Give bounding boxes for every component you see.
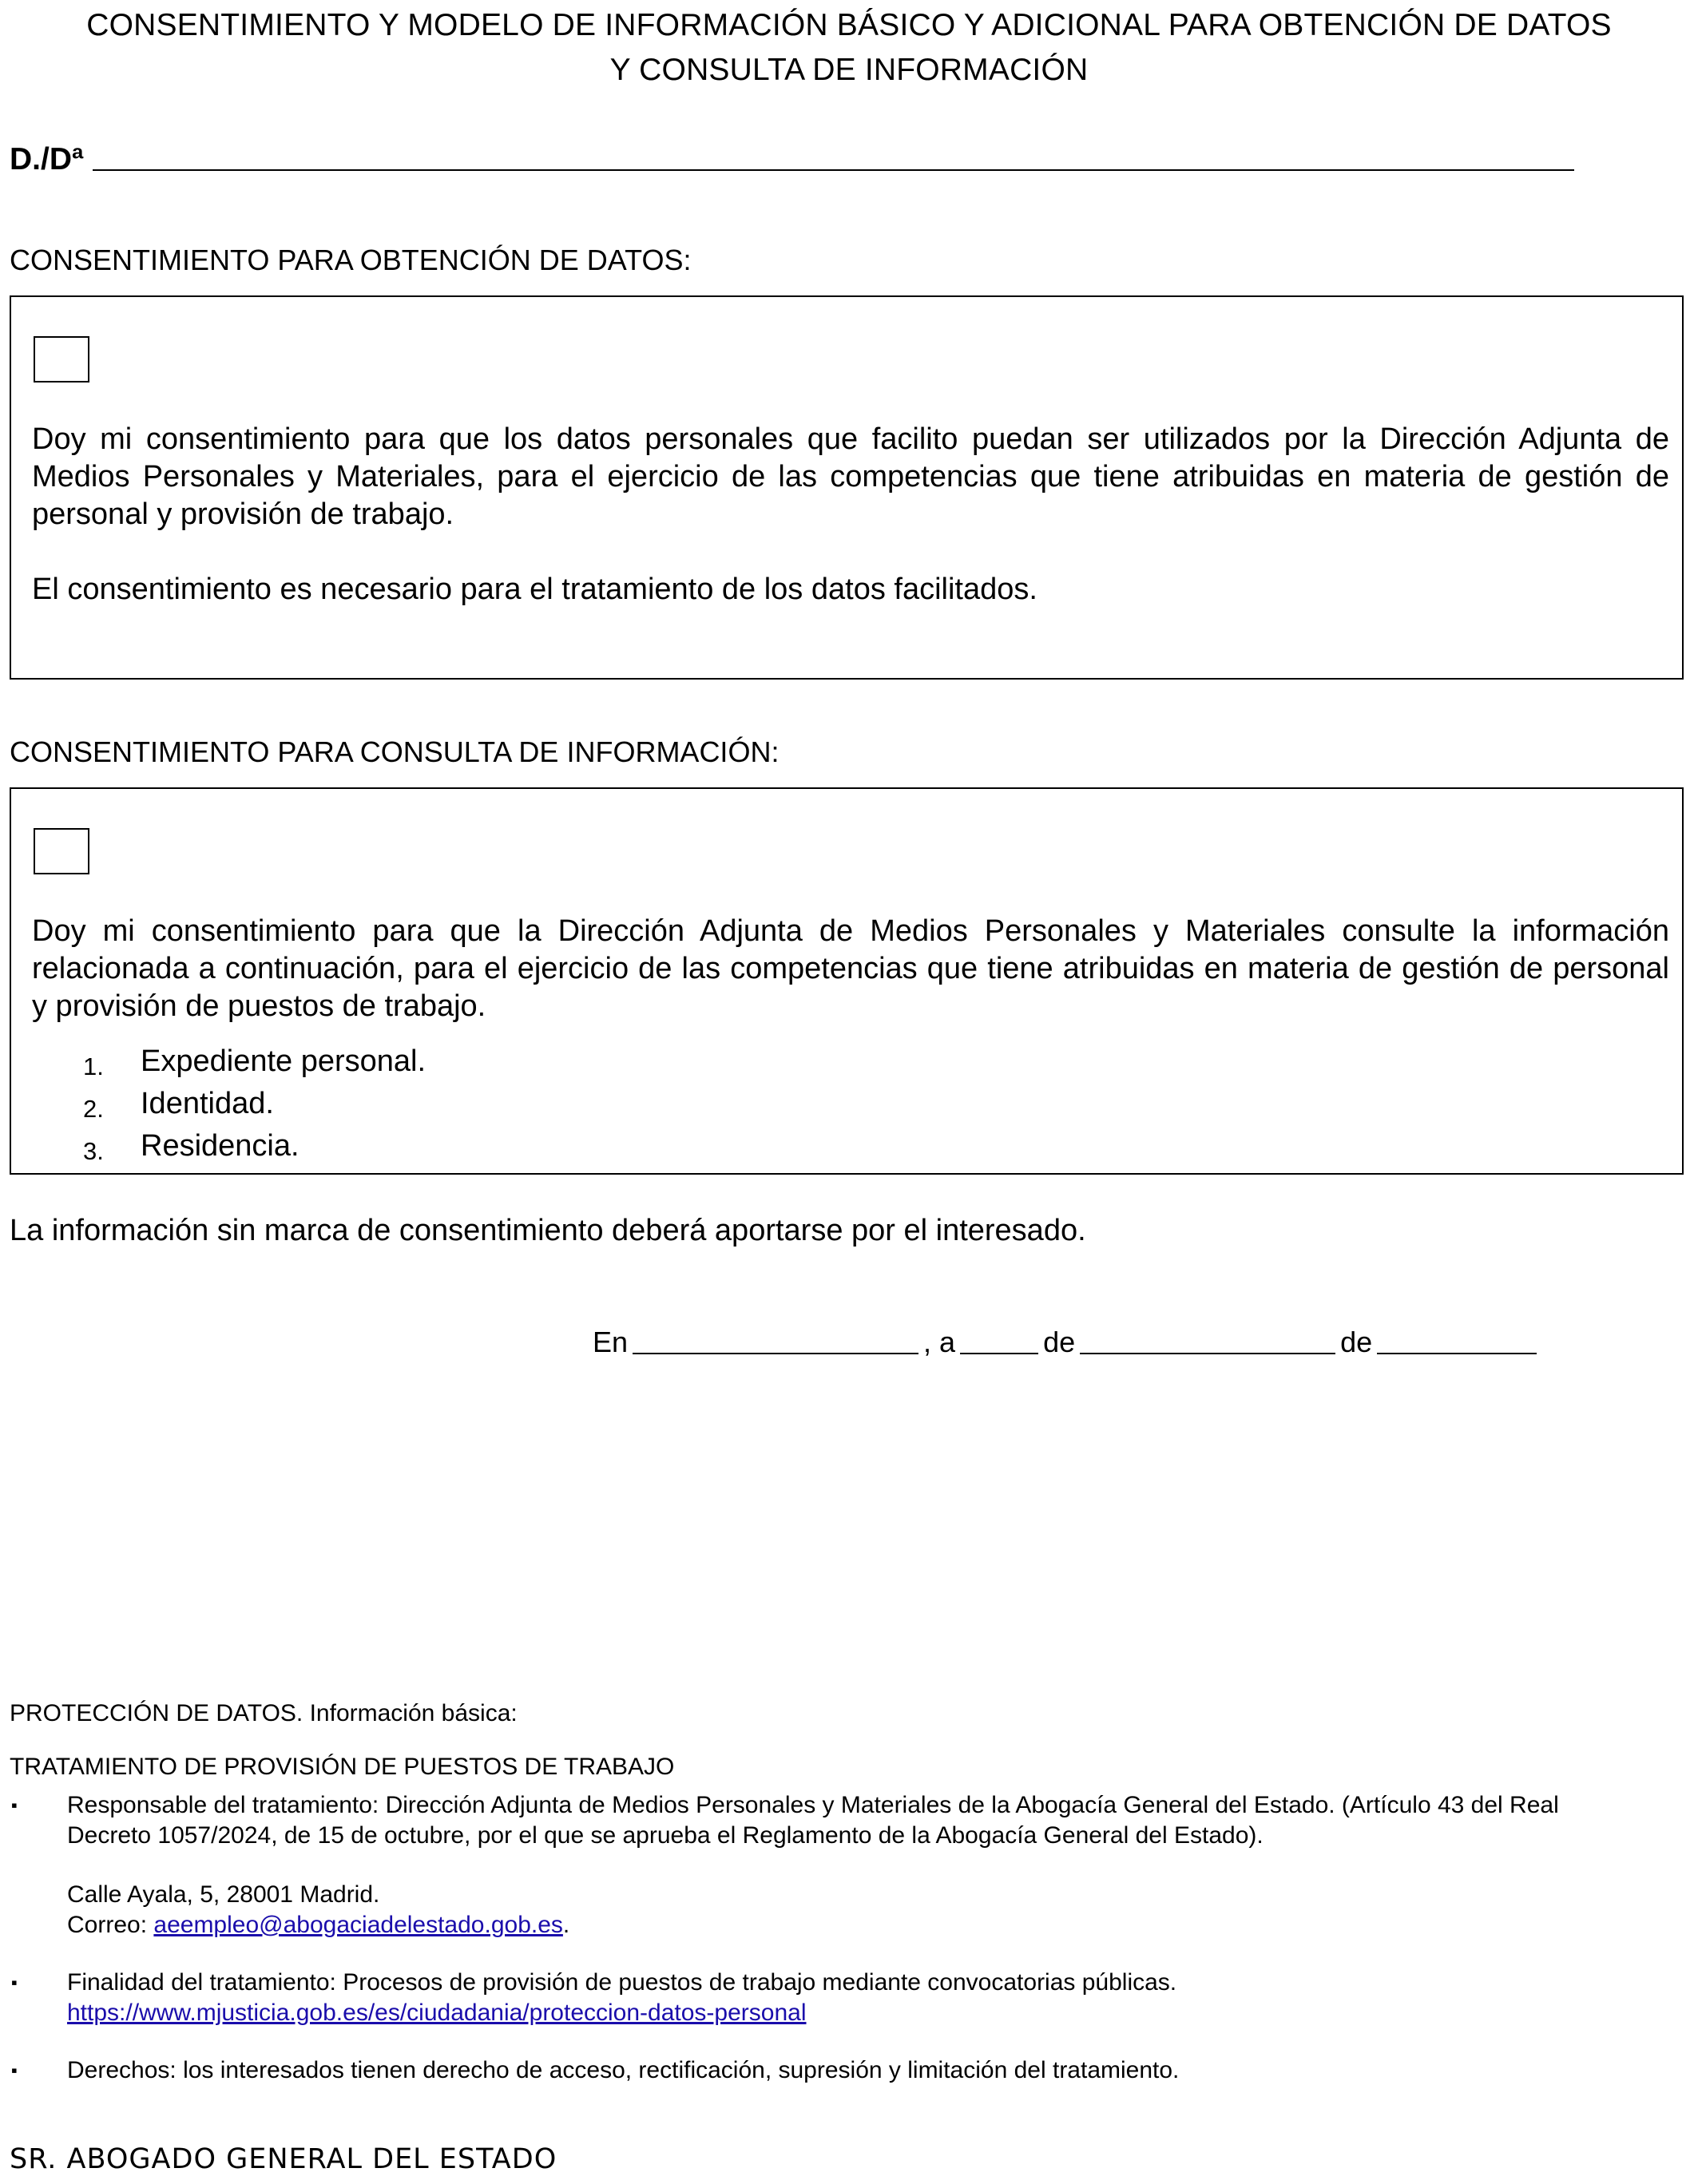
bullet-icon: ▪ <box>11 1972 18 1992</box>
section2-list <box>83 1043 426 1170</box>
section1-paragraph2: El consentimiento es necesario para el tratamiento de los datos facilitados. <box>32 573 1037 606</box>
recipient: SR. ABOGADO GENERAL DEL ESTADO <box>10 2143 557 2175</box>
consent-data-checkbox[interactable] <box>34 336 89 382</box>
list-item-text: Identidad. <box>141 1087 274 1120</box>
protection-email-link[interactable]: aeempleo@abogaciadelestado.gob.es <box>153 1912 563 1938</box>
date-de1-label: de <box>1043 1326 1076 1358</box>
list-item-number: 1. <box>83 1052 104 1080</box>
list-item-text: Residencia. <box>141 1129 300 1163</box>
place-blank[interactable] <box>633 1353 918 1354</box>
protection-finalidad-text: Finalidad del tratamiento: Procesos de provisión de puestos de trabajo mediante convocatorias públicas. <box>67 1969 1177 1996</box>
consent-query-checkbox[interactable] <box>34 828 89 874</box>
protection-url-link[interactable]: https://www.mjusticia.gob.es/es/ciudadania/proteccion-datos-personal <box>67 2000 807 2026</box>
name-blank-line[interactable] <box>93 169 1574 171</box>
section2-heading: CONSENTIMIENTO PARA CONSULTA DE INFORMACIÓN: <box>10 735 780 768</box>
protection-derechos-text: Derechos: los interesados tienen derecho de acceso, rectificación, supresión y limitación del tratamiento. <box>67 2057 1180 2083</box>
list-item <box>83 1043 426 1085</box>
page-title-line-2: Y CONSULTA DE INFORMACIÓN <box>609 53 1089 87</box>
bullet-icon: ▪ <box>11 1795 18 1815</box>
page-title <box>0 3 1698 93</box>
list-item-number: 3. <box>83 1137 104 1165</box>
bullet-icon: ▪ <box>11 2060 18 2080</box>
consent-note: La información sin marca de consentimiento deberá aportarse por el interesado. <box>10 1214 1086 1247</box>
list-item-text: Expediente personal. <box>141 1044 426 1078</box>
protection-address: Calle Ayala, 5, 28001 Madrid. <box>67 1881 380 1908</box>
list-item-number: 2. <box>83 1095 104 1123</box>
day-blank[interactable] <box>960 1353 1038 1354</box>
section1-box <box>10 295 1684 680</box>
year-blank[interactable] <box>1377 1353 1537 1354</box>
protection-subheading: TRATAMIENTO DE PROVISIÓN DE PUESTOS DE TRABAJO <box>10 1754 675 1780</box>
date-a-label: , a <box>923 1326 956 1358</box>
date-de2-label: de <box>1340 1326 1373 1358</box>
date-en-label: En <box>593 1326 629 1358</box>
protection-email-row: Correo: aeempleo@abogaciadelestado.gob.es. <box>67 1912 570 1938</box>
list-item <box>83 1128 426 1170</box>
name-label: D./Dª <box>10 142 84 176</box>
name-field-row <box>10 142 1574 177</box>
date-place-row <box>593 1326 1541 1359</box>
section2-paragraph: Doy mi consentimiento para que la Dirección Adjunta de Medios Personales y Materiales consulte la información relacionada a continuación, para el ejercicio de las competencias que tiene atribuidas en materia de gestión de personal y provisión de puestos de trabajo. <box>32 914 1669 1023</box>
section1-heading: CONSENTIMIENTO PARA OBTENCIÓN DE DATOS: <box>10 244 692 276</box>
section2-box <box>10 787 1684 1175</box>
protection-email-label: Correo: <box>67 1912 148 1938</box>
month-blank[interactable] <box>1080 1353 1335 1354</box>
protection-heading: PROTECCIÓN DE DATOS. Información básica: <box>10 1700 518 1726</box>
page-title-line-1: CONSENTIMIENTO Y MODELO DE INFORMACIÓN BÁSICO Y ADICIONAL PARA OBTENCIÓN DE DATOS <box>86 8 1612 42</box>
section1-paragraph1: Doy mi consentimiento para que los datos personales que facilito puedan ser utilizados por la Dirección Adjunta de Medios Personales y Materiales, para el ejercicio de las competencias que tiene atribuidas en materia de gestión de personal y provisión de trabajo. <box>32 422 1669 531</box>
protection-responsable-text: Responsable del tratamiento: Dirección Adjunta de Medios Personales y Materiales de la Abogacía General del Estado. (Artículo 43 del Real Decreto 1057/2024, de 15 de octubre, por el que se aprueba el Reglamento de la Abogacía General del Estado). <box>67 1792 1559 1849</box>
list-item <box>83 1085 426 1128</box>
